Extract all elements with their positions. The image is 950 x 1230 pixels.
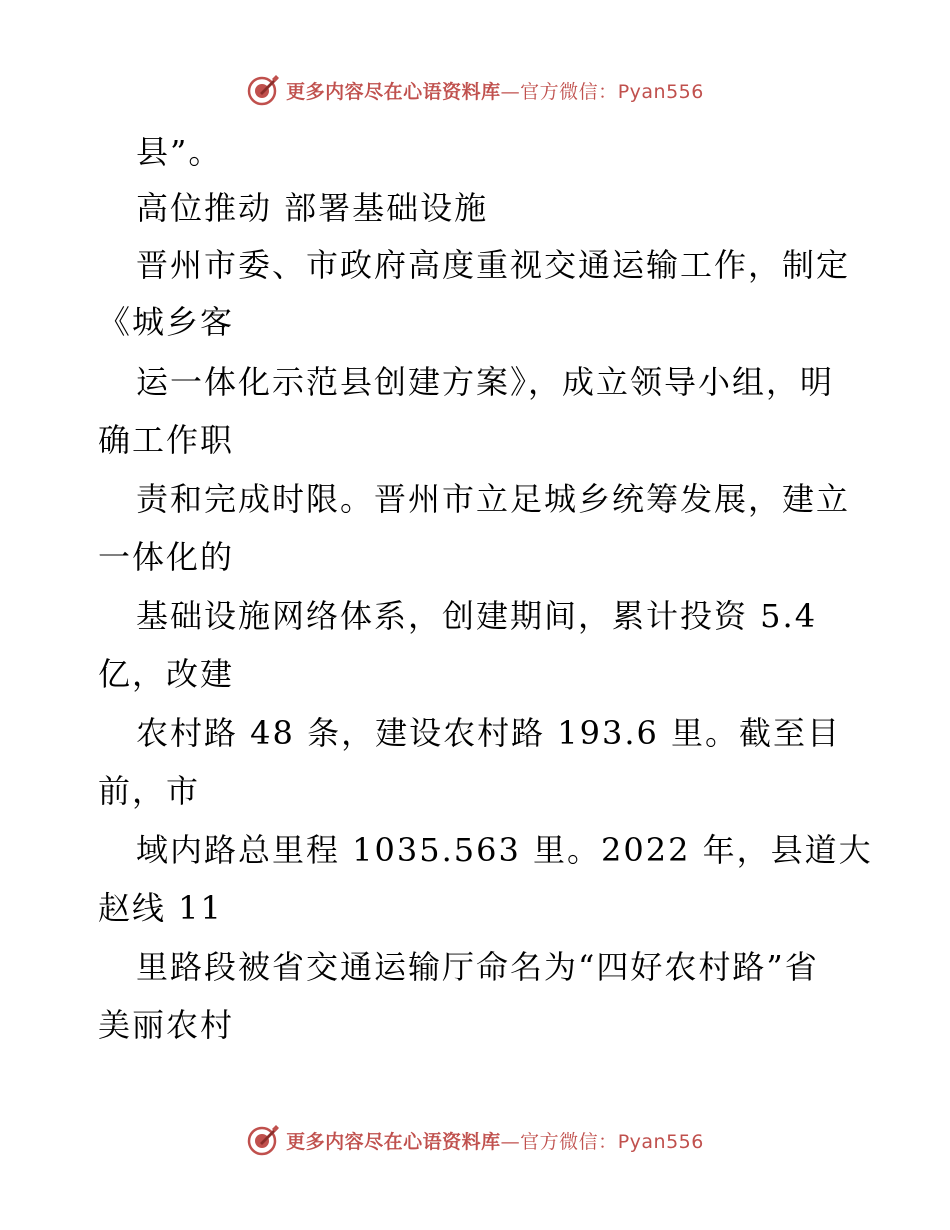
header-brand-text: 更多内容尽在心语资料库 [286,80,501,103]
footer-dash: — [500,1130,521,1153]
body-line: 一体化的 [98,538,235,576]
header-dash: — [500,80,521,103]
header-wechat-id: Pyan556 [617,80,704,103]
body-line: 县”。 [136,133,223,171]
body-line: 域内路总里程 1035.563 里。2022 年，县道大 [136,831,873,869]
body-line: 责和完成时限。晋州市立足城乡统筹发展，建立 [136,480,851,518]
header-wechat-label: 官方微信： [520,80,618,103]
body-line: 确工作职 [98,421,235,459]
body-line: 美丽农村 [98,1006,235,1044]
pen-logo-icon [246,1123,280,1157]
footer-brand-text: 更多内容尽在心语资料库 [286,1130,501,1153]
body-line: 赵线 11 [98,889,223,927]
footer-text [286,1127,704,1154]
footer-banner [0,1120,950,1160]
pen-logo-icon [246,73,280,107]
body-line: 里路段被省交通运输厅命名为“四好农村路”省 [136,948,819,986]
body-line: 前，市 [98,772,201,810]
body-line: 运一体化示范县创建方案》，成立领导小组，明 [136,363,835,401]
footer-wechat-id: Pyan556 [617,1130,704,1153]
body-line: 农村路 48 条，建设农村路 193.6 里。截至目 [136,714,842,752]
body-line: 基础设施网络体系，创建期间，累计投资 5.4 [136,597,818,635]
section-heading: 高位推动 部署基础设施 [136,189,489,227]
footer-wechat-label: 官方微信： [520,1130,618,1153]
body-line: 亿，改建 [98,655,235,693]
body-line: 晋州市委、市政府高度重视交通运输工作，制定 [136,246,851,284]
body-line: 《城乡客 [98,303,235,341]
header-text [286,77,704,104]
header-banner [0,70,950,110]
